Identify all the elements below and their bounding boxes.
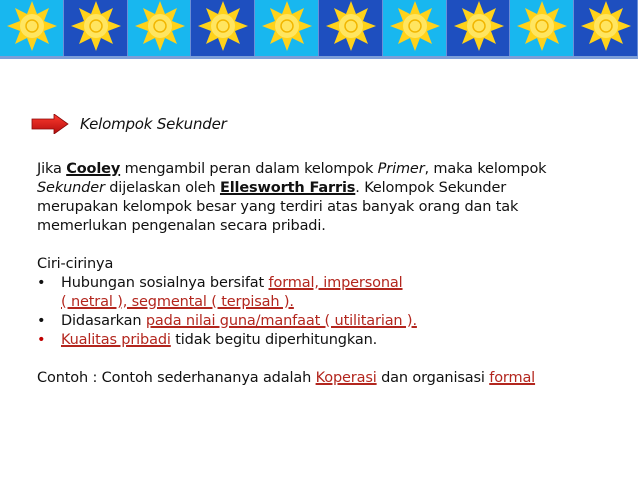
contoh-line (37, 369, 617, 388)
bullet-icon: • (37, 313, 46, 329)
sun-banner (0, 0, 638, 60)
para1-line1 (37, 160, 617, 179)
highlight-text: ( netral ), segmental ( terpisah ). (61, 294, 294, 310)
banner-tile (383, 0, 447, 56)
ciri-title: Ciri-cirinya (37, 256, 114, 272)
text: Jika (37, 161, 67, 177)
banner-tile (0, 0, 64, 56)
sun-icon (191, 0, 255, 56)
banner-divider (0, 56, 638, 59)
sun-icon (510, 0, 574, 56)
para1-line3: merupakan kelompok besar yang terdiri atas banyak orang dan tak (37, 199, 519, 215)
sun-icon (0, 0, 64, 56)
sun-icon (319, 0, 383, 56)
text: Didasarkan (61, 313, 146, 329)
highlight-text: pada nilai guna/manfaat ( utilitarian ). (145, 313, 417, 329)
sun-icon (383, 0, 447, 56)
banner-tile (191, 0, 255, 56)
banner-tile (64, 0, 128, 56)
text: Contoh : Contoh sederhananya adalah (37, 370, 316, 386)
text: , maka kelompok (424, 161, 547, 177)
para1-line2 (37, 179, 617, 198)
bullet-icon: • (37, 332, 46, 348)
slide-body (37, 160, 617, 388)
bullet-item-1 (37, 274, 617, 312)
text: dijelaskan oleh (104, 180, 220, 196)
highlight-koperasi: Koperasi (315, 370, 377, 386)
banner-tile (574, 0, 638, 56)
banner-tile (447, 0, 511, 56)
text-sekunder: Sekunder (37, 180, 105, 196)
section-heading (30, 114, 227, 134)
heading-label: Kelompok Sekunder (80, 115, 227, 133)
text: Hubungan sosialnya bersifat (61, 275, 269, 291)
sun-icon (574, 0, 638, 56)
text: . Kelompok Sekunder (355, 180, 507, 196)
highlight-text: formal, impersonal (268, 275, 403, 291)
farris-link[interactable]: Ellesworth Farris (219, 180, 356, 196)
para1-line4: memerlukan pengenalan secara pribadi. (37, 218, 326, 234)
text: dan organisasi (376, 370, 490, 386)
sun-icon (447, 0, 511, 56)
bullet-item-3 (37, 331, 617, 350)
sun-icon (64, 0, 128, 56)
banner-tile (510, 0, 574, 56)
text: tidak begitu diperhitungkan. (170, 332, 378, 348)
bullet-item-2 (37, 312, 617, 331)
banner-tile (319, 0, 383, 56)
text: mengambil peran dalam kelompok (120, 161, 378, 177)
arrow-right-icon (30, 114, 70, 134)
highlight-text: Kualitas pribadi (61, 332, 171, 348)
sun-icon (255, 0, 319, 56)
bullet-icon: • (37, 275, 46, 291)
highlight-formal: formal (489, 370, 536, 386)
text-primer: Primer (377, 161, 425, 177)
banner-tile (128, 0, 192, 56)
banner-tile (255, 0, 319, 56)
sun-icon (128, 0, 192, 56)
cooley-link[interactable]: Cooley (66, 161, 121, 177)
